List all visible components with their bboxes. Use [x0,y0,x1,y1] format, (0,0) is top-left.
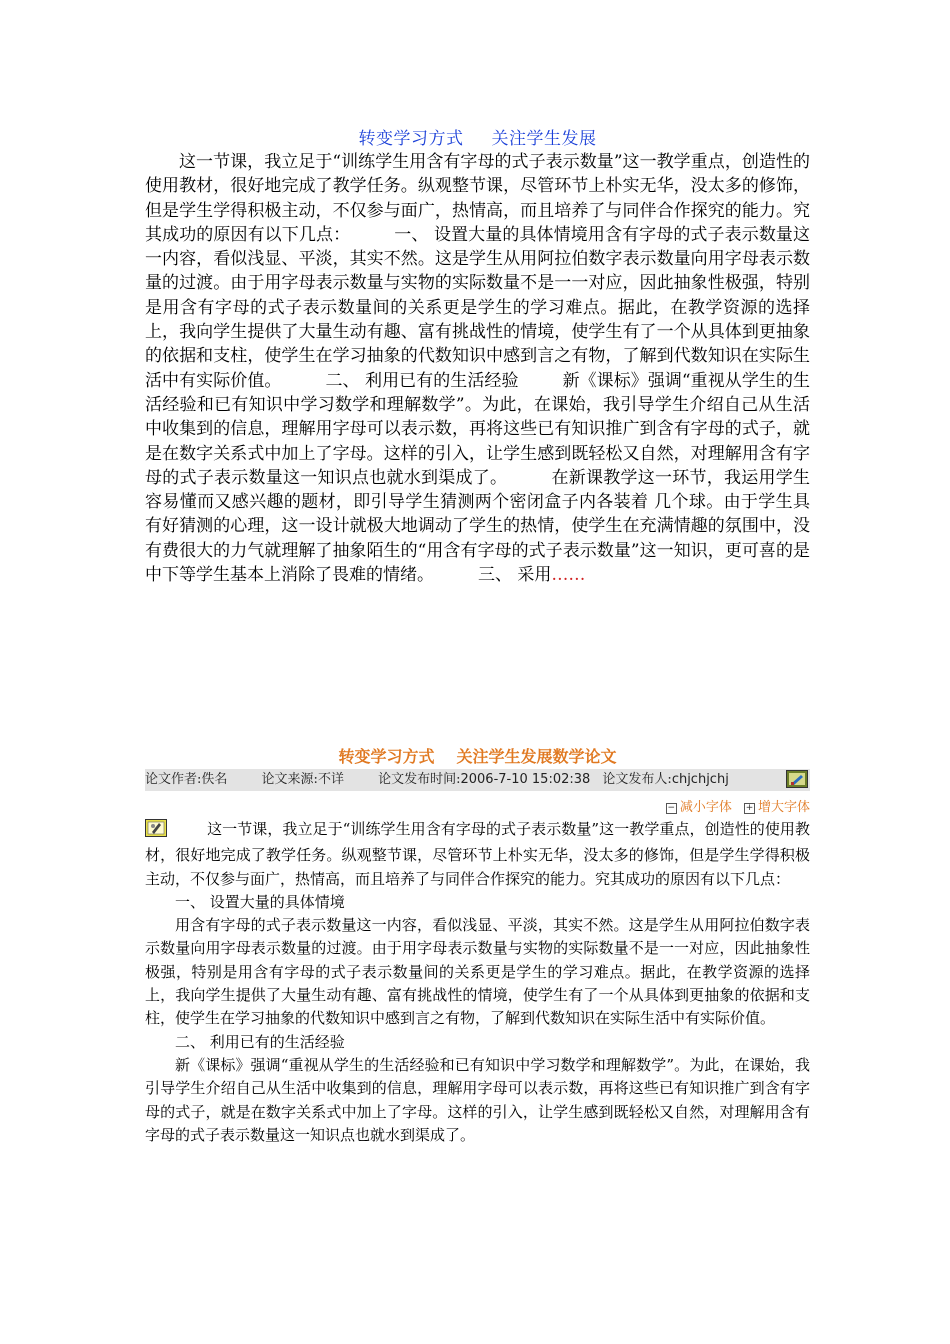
paragraph-intro: 这一节课，我立足于“训练学生用含有字母的式子表示数量”这一教学重点，创造性的使用教材，很好地完成了教学任务。纵观整节课，尽管环节上朴实无华，没太多的修饰，但是学生学得积极主动，不仅参与面广，热情高，而且培养了与同伴合作探究的能力。究其成功的原因有以下几点： [145,152,810,245]
heading-two: 二、 利用已有的生活经验 [325,370,519,391]
plus-box-icon: + [745,803,754,813]
title-part-2: 关注学生发展 [491,129,597,149]
paragraph-three: 在新课教学这一环节，我运用学生容易懂而又感兴趣的题材，即引导学生猜测两个密闭盒子内各装着 几个球。由于学生具有好猜测的心理，这一设计就极大地调动了学生的热情，使学生在充满情趣的氛围中，没有费很大的力气就理解了抽象陌生的“用含有字母的式子表示数量”这一知识，更可喜的是中下等学生基本上消除了畏难的情绪。 [145,467,810,586]
article-title [145,124,810,149]
paper-paragraph [145,818,810,891]
time-label: 论文发布时间: [378,772,461,787]
truncation-ellipsis: …… [551,565,586,586]
paper-paragraph-one: 用含有字母的式子表示数量这一内容，看似浅显、平淡，其实不然。这是学生从用阿拉伯数字表示数量向用字母表示数量的过渡。由于用字母表示数量与实物的实际数量不是一一对应，因此抽象性极强，特别是用含有字母的式子表示数量间的关系更是学生的学习难点。据此，在教学资源的选择上，我向学生提供了大量生动有趣、富有挑战性的情境，使学生有了一个从具体到更抽象的依据和支柱，使学生在学习抽象的代数知识中感到言之有物，了解到代数知识在实际生活中有实际价值。 [145,916,810,1028]
heading-one: 一、 设置大量的具体情境 [394,224,588,245]
paper-paragraph-intro: 这一节课，我立足于“训练学生用含有字母的式子表示数量”这一教学重点，创造性的使用教材，很好地完成了教学任务。纵观整节课，尽管环节上朴实无华，没太多的修饰，但是学生学得积极主动，不仅参与面广，热情高，而且培养了与同伴合作探究的能力。究其成功的原因有以下几点： [145,820,810,888]
time-value: 2006-7-10 15:02:38 [460,772,591,787]
publisher-label: 论文发布人: [602,772,672,787]
title-part-1: 转变学习方式 [358,129,464,149]
source-value: 不详 [317,772,344,787]
paper-meta-bar [145,769,810,791]
author-value: 佚名 [201,772,228,787]
paper-title-part-1: 转变学习方式 [338,747,435,766]
decrease-font-label: 减小字体 [679,800,732,815]
minus-box-icon: − [667,803,676,813]
article-body [145,150,810,587]
paper-heading-one: 一、 设置大量的具体情境 [175,892,345,911]
paper-body [145,818,810,1147]
paper-title-part-2: 关注学生发展数学论文 [456,747,617,766]
increase-font-label: 增大字体 [757,800,810,815]
profile-card-icon[interactable] [786,770,808,791]
decrease-font-button[interactable] [666,800,732,815]
increase-font-button[interactable] [744,800,810,815]
author-label: 论文作者: [145,772,202,787]
paper-heading-two: 二、 利用已有的生活经验 [175,1032,345,1051]
source-label: 论文来源: [261,772,318,787]
paper-paragraph-two: 新《课标》强调“重视从学生的生活经验和已有知识中学习数学和理解数学”。为此，在课始，我引导学生介绍自己从生活中收集到的信息，理解用字母可以表示数，再将这些已有知识推广到含有字母的式子，就是在数字关系式中加上了字母。这样的引入，让学生感到既轻松又自然，对理解用含有字母的式子表示数量这一知识点也就水到渠成了。 [145,1055,810,1144]
paragraph-two: 新《课标》强调“重视从学生的生活经验和已有知识中学习数学和理解数学”。为此，在课始，我引导学生介绍自己从生活中收集到的信息，理解用字母可以表示数，再将这些已有知识推广到含有字母的式子，就是在数字关系式中加上了字母。这样的引入，让学生感到既轻松又自然，对理解用含有字母的式子表示数量这一知识点也就水到渠成了。 [145,370,810,488]
edit-note-icon [145,819,207,844]
paragraph-one: 用含有字母的式子表示数量这一内容，看似浅显、平淡，其实不然。这是学生从用阿拉伯数字表示数量向用字母表示数量的过渡。由于用字母表示数量与实物的实际数量不是一一对应，因此抽象性极强，特别是用含有字母的式子表示数量间的关系更是学生的学习难点。据此，在教学资源的选择上，我向学生提供了大量生动有趣、富有挑战性的情境，使学生有了一个从具体到更抽象的依据和支柱，使学生在学习抽象的代数知识中感到言之有物，了解到代数知识在实际生活中有实际价值。 [145,224,811,391]
font-size-controls [658,796,810,815]
paper-title [145,744,810,767]
heading-three: 三、 采用 [478,565,552,586]
publisher-value: chjchjchj [671,772,729,787]
